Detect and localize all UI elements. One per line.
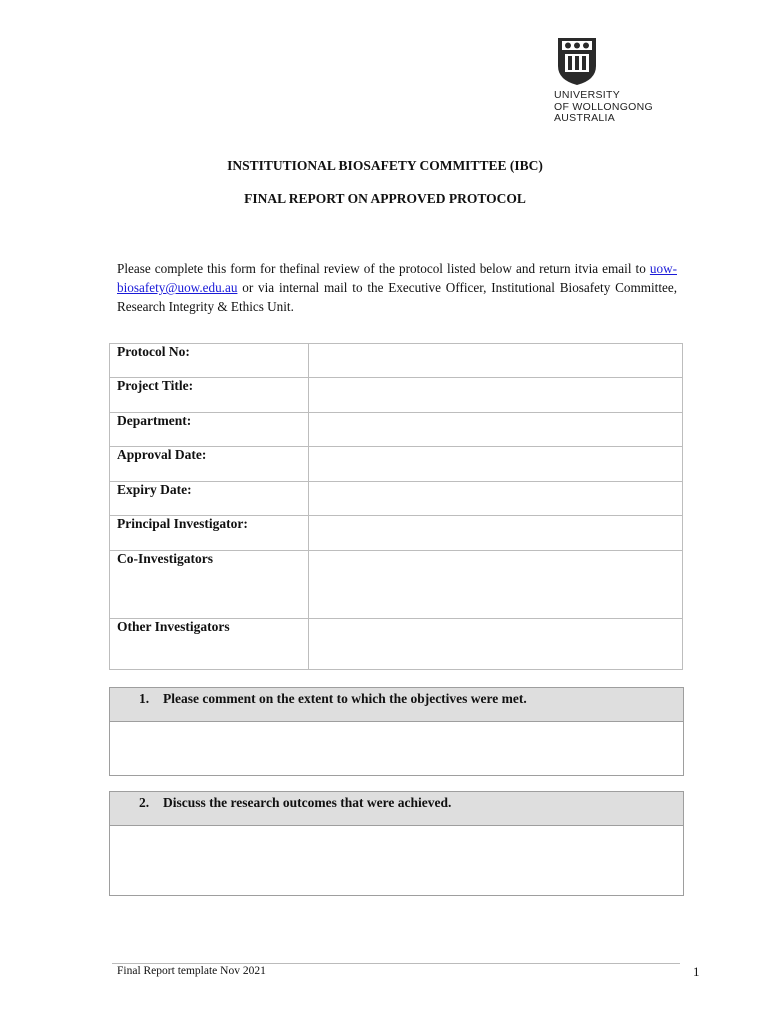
field-label: Protocol No: — [110, 344, 309, 378]
field-label: Principal Investigator: — [110, 516, 309, 551]
page-number: 1 — [693, 964, 700, 979]
question-2-answer-field[interactable] — [110, 826, 683, 894]
approval-date-field[interactable] — [308, 447, 682, 482]
footer-divider — [112, 963, 680, 964]
protocol-no-field[interactable] — [308, 344, 682, 378]
field-label: Expiry Date: — [110, 482, 309, 516]
logo-line-2: OF WOLLONGONG — [554, 100, 653, 113]
instructions-paragraph — [117, 259, 677, 316]
principal-investigator-field[interactable] — [308, 516, 682, 551]
page-subtitle: FINAL REPORT ON APPROVED PROTOCOL — [244, 191, 526, 206]
field-label: Approval Date: — [110, 447, 309, 482]
project-title-field[interactable] — [308, 378, 682, 413]
question-1-answer-field[interactable] — [110, 722, 683, 774]
question-text: Please comment on the extent to which the objectives were met. — [163, 691, 527, 706]
question-2-box — [109, 791, 684, 896]
question-1-box — [109, 687, 684, 776]
field-label: Project Title: — [110, 378, 309, 413]
footer-template-name: Final Report template Nov 2021 — [117, 965, 266, 977]
other-investigators-field[interactable] — [308, 619, 682, 670]
question-1-header — [110, 688, 683, 722]
logo-line-3: AUSTRALIA — [554, 112, 616, 124]
department-field[interactable] — [308, 413, 682, 447]
question-number: 2. — [139, 795, 150, 810]
instructions-text-after: or via internal mail to the Executive Officer, Institutional Biosafety Committee, Research Integrity & Ethics Unit. — [117, 280, 677, 314]
email-link[interactable]: uow-biosafety@uow.edu.au — [117, 261, 677, 295]
question-2-header — [110, 792, 683, 826]
field-label: Co-Investigators — [110, 551, 309, 619]
logo-line-1: UNIVERSITY — [554, 89, 621, 101]
crest-icon — [556, 36, 598, 86]
co-investigators-field[interactable] — [308, 551, 682, 619]
field-label: Other Investigators — [110, 619, 309, 670]
question-text: Discuss the research outcomes that were achieved. — [163, 795, 452, 810]
field-label: Department: — [110, 413, 309, 447]
question-number: 1. — [139, 691, 150, 706]
protocol-details-table — [109, 343, 683, 670]
instructions-text-before: Please complete this form for thefinal review of the protocol listed below and return itvia email to — [117, 261, 650, 276]
university-logo — [554, 36, 684, 125]
page-title: INSTITUTIONAL BIOSAFETY COMMITTEE (IBC) — [227, 158, 543, 173]
expiry-date-field[interactable] — [308, 482, 682, 516]
